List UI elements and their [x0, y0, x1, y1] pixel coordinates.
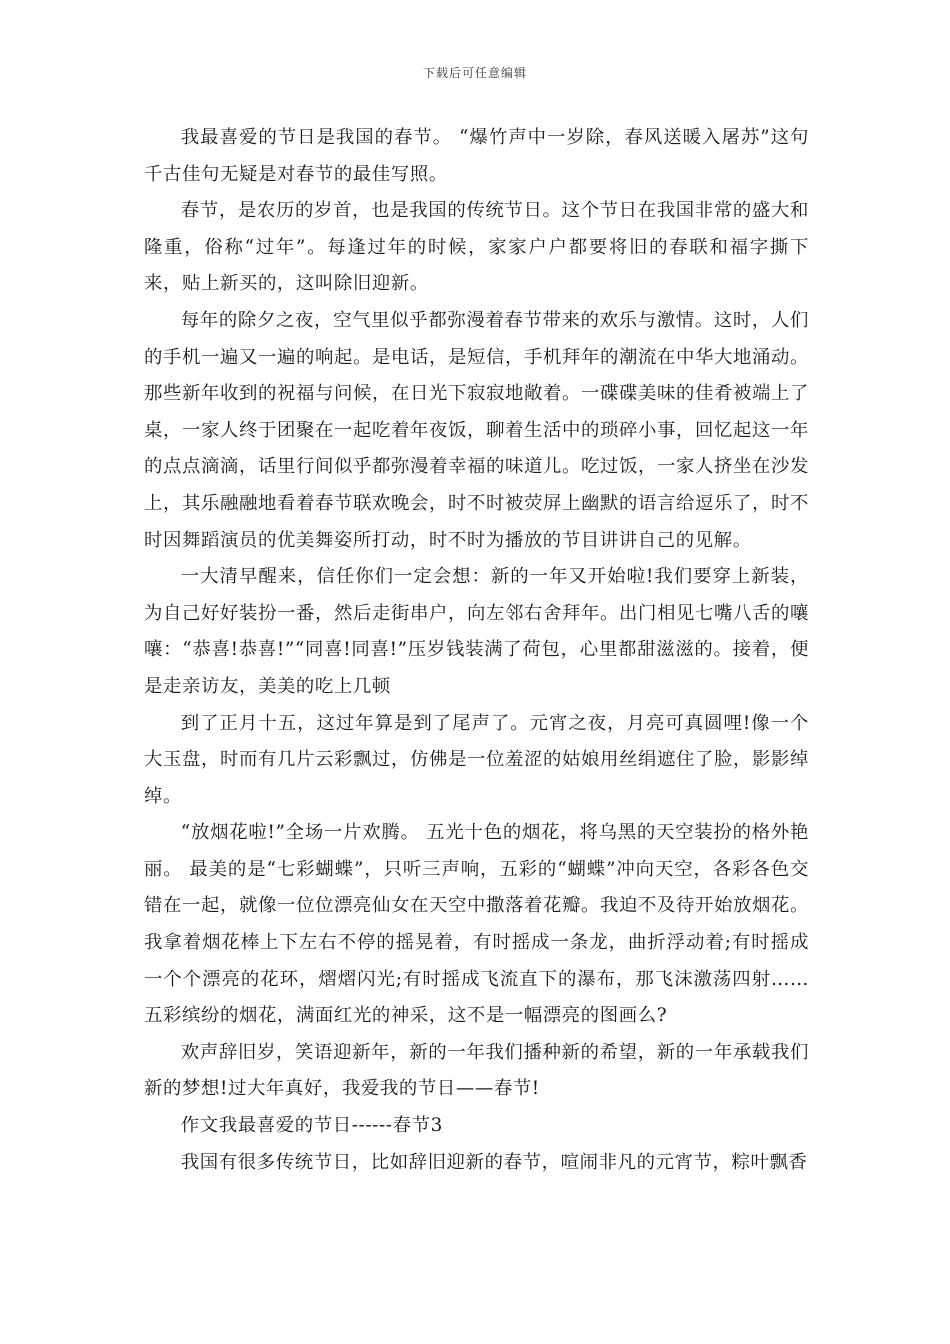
essay-3-title: 作文我最喜爱的节日------春节3	[180, 1115, 443, 1137]
paragraph-intro: 我最喜爱的节日是我国的春节。 “爆竹声中一岁除，春风送暖入屠苏”这句千古佳句无疑是对春节的最佳写照。	[144, 127, 809, 185]
essay-3-paragraph-start: 我国有很多传统节日，比如辞旧迎新的春节，喧闹非凡的元宵节，粽叶飘香	[180, 1151, 808, 1173]
essay-body	[144, 120, 809, 1181]
paragraph-new-year-morning: 一大清早醒来，信任你们一定会想：新的一年又开始啦!我们要穿上新装，为自己好好装扮一番，然后走街串户，向左邻右舍拜年。出门相见七嘴八舌的嚷嚷：“恭喜!恭喜!”“同喜!同喜!”压岁钱装满了荷包，心里都甜滋滋的。接着，便是走亲访友，美美的吃上几顿	[144, 566, 809, 697]
paragraph-fireworks: “放烟花啦!”全场一片欢腾。 五光十色的烟花，将乌黑的天空装扮的格外艳丽。 最美的是“七彩蝴蝶”，只听三声响，五彩的“蝴蝶”冲向天空，各彩各色交错在一起，就像一位位漂亮仙女在天空中撒落着花瓣。我迫不及待开始放烟花。我拿着烟花棒上下左右不停的摇晃着，有时摇成一条龙，曲折浮动着;有时摇成一个个漂亮的花环，熠熠闪光;有时摇成飞流直下的瀑布，那飞沫激荡四射……五彩缤纷的烟花，满面红光的神采，这不是一幅漂亮的图画么?	[144, 822, 809, 1027]
paragraph-spring-festival: 春节，是农历的岁首，也是我国的传统节日。这个节日在我国非常的盛大和隆重，俗称“过年”。每逢过年的时候，家家户户都要将旧的春联和福字撕下来，贴上新买的，这叫除旧迎新。	[144, 200, 809, 295]
page-header-note: 下载后可任意编辑	[422, 66, 527, 80]
paragraph-new-years-eve: 每年的除夕之夜，空气里似乎都弥漫着春节带来的欢乐与激情。这时，人们的手机一遍又一遍的响起。是电话，是短信，手机拜年的潮流在中华大地涌动。那些新年收到的祝福与问候，在日光下寂寂地敞着。一碟碟美味的佳肴被端上了桌，一家人终于团聚在一起吃着年夜饭，聊着生活中的琐碎小事，回忆起这一年的点点滴滴，话里行间似乎都弥漫着幸福的味道儿。吃过饭，一家人挤坐在沙发上，其乐融融地看着春节联欢晚会，时不时被荧屏上幽默的语言给逗乐了，时不时因舞蹈演员的优美舞姿所打动，时不时为播放的节目讲讲自己的见解。	[144, 309, 809, 551]
paragraph-closing: 欢声辞旧岁，笑语迎新年，新的一年我们播种新的希望，新的一年承载我们新的梦想!过大年真好，我爱我的节日——春节!	[144, 1041, 809, 1100]
paragraph-lantern-night: 到了正月十五，这过年算是到了尾声了。元宵之夜，月亮可真圆哩!像一个大玉盘，时而有几片云彩飘过，仿佛是一位羞涩的姑娘用丝绢遮住了脸，影影绰绰。	[144, 712, 809, 807]
